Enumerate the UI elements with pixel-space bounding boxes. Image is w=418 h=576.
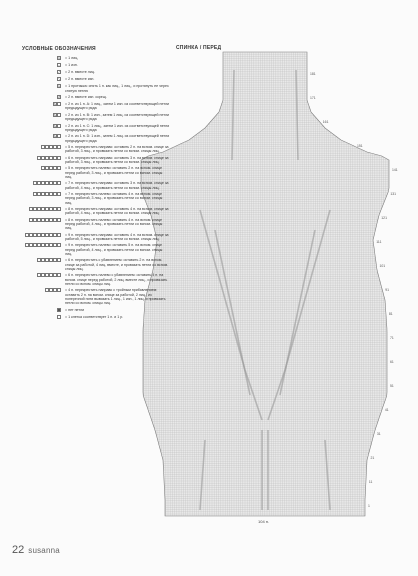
legend-text: = 2 п. вместе изн. скрещ. bbox=[65, 95, 107, 100]
row-label: 11 bbox=[368, 480, 373, 484]
legend-symbol bbox=[10, 124, 65, 129]
legend-item bbox=[10, 113, 170, 122]
row-label: 121 bbox=[381, 216, 387, 220]
legend-symbol-cell bbox=[57, 207, 61, 211]
row-label: 131 bbox=[390, 192, 397, 196]
legend-symbol-cell bbox=[57, 124, 61, 128]
legend-symbol bbox=[10, 95, 65, 100]
legend-symbol bbox=[10, 156, 65, 161]
legend-item bbox=[10, 243, 170, 256]
legend-item bbox=[10, 134, 170, 143]
legend-symbol-cell bbox=[57, 145, 61, 149]
legend-symbol-cell bbox=[57, 166, 61, 170]
row-label: 101 bbox=[379, 264, 386, 268]
legend-text: = 2 п. вместе лиц. bbox=[65, 70, 95, 75]
legend-text: = 1 изн. bbox=[65, 63, 78, 68]
legend-text: = нет петли bbox=[65, 307, 85, 312]
page-number: 22 bbox=[12, 544, 25, 556]
row-label: 41 bbox=[384, 408, 389, 412]
legend-text: = 2 п. вместе изн. bbox=[65, 77, 95, 82]
legend-item bbox=[10, 63, 170, 68]
row-label: 141 bbox=[392, 168, 398, 172]
legend-symbol-cell: − bbox=[58, 63, 60, 68]
legend-item bbox=[10, 308, 170, 313]
legend-symbol bbox=[10, 273, 65, 278]
legend-item bbox=[10, 218, 170, 231]
legend-text: = 6 п. перекрестить направо: оставить 3 п. на вспом. спице за работой, 3 лиц., и провязать петли со вспом. спицы лиц. bbox=[65, 155, 169, 164]
legend-text: = 1 протяжка: снять 1 п. как лиц., 1 лиц., и протянуть ее через снятую петлю bbox=[65, 84, 169, 93]
legend-item bbox=[10, 156, 170, 165]
legend-symbol bbox=[10, 56, 65, 61]
legend-text: = 1 клетка соответствует 1 п. и 1 р. bbox=[65, 314, 124, 319]
legend bbox=[10, 46, 170, 322]
legend-text: = 5 п. перекрестить направо: оставить 2 п. на вспом. спице за работой, 3 лиц., и провязать петли со вспом. спицы лиц. bbox=[65, 144, 169, 154]
legend-symbol bbox=[10, 134, 65, 139]
legend-item bbox=[10, 166, 170, 179]
legend-symbol-cell: ⋀ bbox=[58, 95, 61, 100]
legend-text: = 7 п. перекрестить направо: оставить 3 п. на вспом. спице за работой, 4 лиц., и провязать петли со вспом. спицы лиц. bbox=[65, 181, 169, 190]
legend-symbol bbox=[10, 77, 65, 82]
legend-item bbox=[10, 258, 170, 271]
legend-symbol-cell bbox=[57, 243, 61, 247]
legend-symbol-cell: ⋁ bbox=[54, 112, 57, 117]
legend-symbol-cell bbox=[57, 134, 61, 138]
row-label: 71 bbox=[390, 336, 394, 340]
row-label: 61 bbox=[390, 360, 394, 364]
legend-item bbox=[10, 233, 170, 242]
row-label: 111 bbox=[376, 240, 382, 244]
legend-text: = 1 лиц. bbox=[65, 56, 79, 60]
row-label: 51 bbox=[390, 384, 394, 388]
legend-item bbox=[10, 124, 170, 133]
legend-symbol-cell bbox=[57, 308, 61, 312]
row-label: 161 bbox=[322, 120, 329, 124]
legend-symbol bbox=[10, 315, 65, 320]
legend-title: УСЛОВНЫЕ ОБОЗНАЧЕНИЯ bbox=[22, 46, 96, 52]
row-label: 31 bbox=[376, 432, 381, 436]
legend-symbol-cell bbox=[57, 273, 61, 277]
legend-symbol-cell bbox=[57, 218, 61, 222]
legend-symbol-cell: ⋁ bbox=[54, 123, 57, 128]
chart-silhouette bbox=[141, 52, 389, 516]
legend-symbol bbox=[10, 243, 65, 248]
row-label: 181 bbox=[310, 72, 316, 76]
legend-symbol bbox=[10, 181, 65, 186]
legend-item bbox=[10, 145, 170, 154]
legend-symbol-cell bbox=[57, 258, 61, 262]
legend-symbol-cell bbox=[57, 315, 61, 319]
legend-symbol bbox=[10, 113, 65, 118]
legend-symbol bbox=[10, 258, 65, 263]
legend-item bbox=[10, 95, 170, 100]
legend-item bbox=[10, 207, 170, 216]
legend-symbol bbox=[10, 63, 65, 68]
legend-symbol-cell: λ bbox=[58, 84, 60, 89]
legend-symbol bbox=[10, 207, 65, 212]
legend-symbol bbox=[10, 218, 65, 223]
row-label: 1 bbox=[368, 504, 370, 508]
chart-title: СПИНКА / ПЕРЕД bbox=[176, 45, 222, 51]
legend-text: = 9 п. перекрестить направо: оставить 4 п. на вспом. спице за работой, 5 лиц., и провязать петли со вспом. спицы лиц. bbox=[65, 232, 169, 241]
legend-item bbox=[10, 288, 170, 305]
legend-symbol-cell: \ bbox=[58, 77, 60, 82]
legend-symbol-cell bbox=[57, 102, 61, 106]
legend-text: = 6 п. перекрестить с убавлением: оставить 2 п. на вспом. спице за работой, 4 лиц. вместе, и провязать петли со вспом. спицы лиц. bbox=[65, 258, 169, 271]
legend-item bbox=[10, 70, 170, 75]
legend-item bbox=[10, 181, 170, 190]
brand-logo: susanna bbox=[28, 546, 60, 555]
legend-symbol-cell bbox=[57, 156, 61, 160]
legend-symbol bbox=[10, 288, 65, 293]
legend-symbol bbox=[10, 233, 65, 238]
legend-symbol-cell: 1 bbox=[58, 56, 60, 60]
legend-text: = 8 п. перекрестить направо: оставить 4 п. на вспом. спице за работой, 4 лиц., и провязать петли со вспом. спицы лиц. bbox=[65, 206, 169, 216]
legend-item bbox=[10, 273, 170, 286]
legend-symbol bbox=[10, 166, 65, 171]
legend-item bbox=[10, 102, 170, 111]
footer bbox=[12, 544, 60, 556]
legend-text: = 2 п. из 1 п. С: 1 лиц., затем 1 изн. из соответствующей петли предыдущего ряда bbox=[65, 123, 170, 132]
stitch-count-label: 104 п. bbox=[258, 519, 270, 524]
legend-symbol-cell bbox=[57, 113, 61, 117]
legend-symbol bbox=[10, 84, 65, 89]
legend-symbol-cell: ⋁ bbox=[54, 102, 57, 107]
legend-text: = 6 п. перекрестить налево с убавлением: оставить 4 п. на вспом. спице перед работой, 2 лиц. вместе лиц., и провязать петли со вспом. спицы лиц. bbox=[65, 273, 168, 286]
legend-symbol bbox=[10, 192, 65, 197]
row-label: 21 bbox=[370, 456, 375, 460]
legend-item bbox=[10, 77, 170, 82]
legend-item bbox=[10, 56, 170, 61]
legend-text: = 5 п. перекрестить налево: оставить 2 п. на вспом. спице перед работой, 3 лиц., и провязать петли со вспом. спицы лиц. bbox=[65, 166, 163, 179]
legend-symbol-cell bbox=[57, 233, 61, 237]
legend-item bbox=[10, 84, 170, 93]
legend-text: = 8 п. перекрестить налево: оставить 4 п. на вспом. спице перед работой, 4 лиц., и провязать петли со вспом. спицы лиц. bbox=[65, 217, 163, 231]
legend-symbol bbox=[10, 70, 65, 75]
row-label: 151 bbox=[357, 144, 363, 148]
legend-symbol bbox=[10, 102, 65, 107]
legend-symbol-cell: / bbox=[58, 70, 60, 75]
legend-symbol-cell bbox=[57, 288, 61, 292]
legend-items bbox=[10, 56, 170, 320]
row-label: 81 bbox=[388, 312, 393, 316]
legend-symbol-cell bbox=[57, 181, 61, 185]
legend-symbol bbox=[10, 308, 65, 313]
legend-symbol-cell bbox=[57, 192, 61, 196]
legend-text: = 2 п. из 1 п. А: 1 лиц., затем 1 изн. из соответствующей петли предыдущего ряда bbox=[65, 102, 170, 111]
legend-item bbox=[10, 192, 170, 205]
legend-text: = 9 п. перекрестить налево: оставить 5 п. на вспом. спице перед работой, 4 лиц., и провязать петли со вспом. спицы лиц. bbox=[65, 243, 163, 256]
legend-text: = 4 п. перекрестить направо с тройным прибавлением: оставить 2 п. на вспом. спице за работой, 2 лиц., из поперечной нити вывязать 1 лиц., 1 изн., 1 лиц. и провязать петли со вспом. спицы лиц. bbox=[65, 288, 166, 306]
legend-symbol-cell: ⋁ bbox=[54, 134, 57, 139]
legend-item bbox=[10, 315, 170, 320]
legend-text: = 2 п. из 1 п. В: 1 изн., затем 1 лиц. из соответствующей петли предыдущего ряда bbox=[65, 112, 170, 122]
legend-text: = 2 п. из 1 п. D: 1 изн., затем 1 лиц. из соответствующей петли предыдущего ряда bbox=[65, 134, 170, 143]
legend-text: = 7 п. перекрестить налево: оставить 4 п. на вспом. спице перед работой, 3 лиц., и провязать петли со вспом. спицы лиц. bbox=[65, 191, 163, 205]
legend-symbol bbox=[10, 145, 65, 150]
row-label: 171 bbox=[310, 96, 316, 100]
row-label: 91 bbox=[385, 288, 390, 292]
